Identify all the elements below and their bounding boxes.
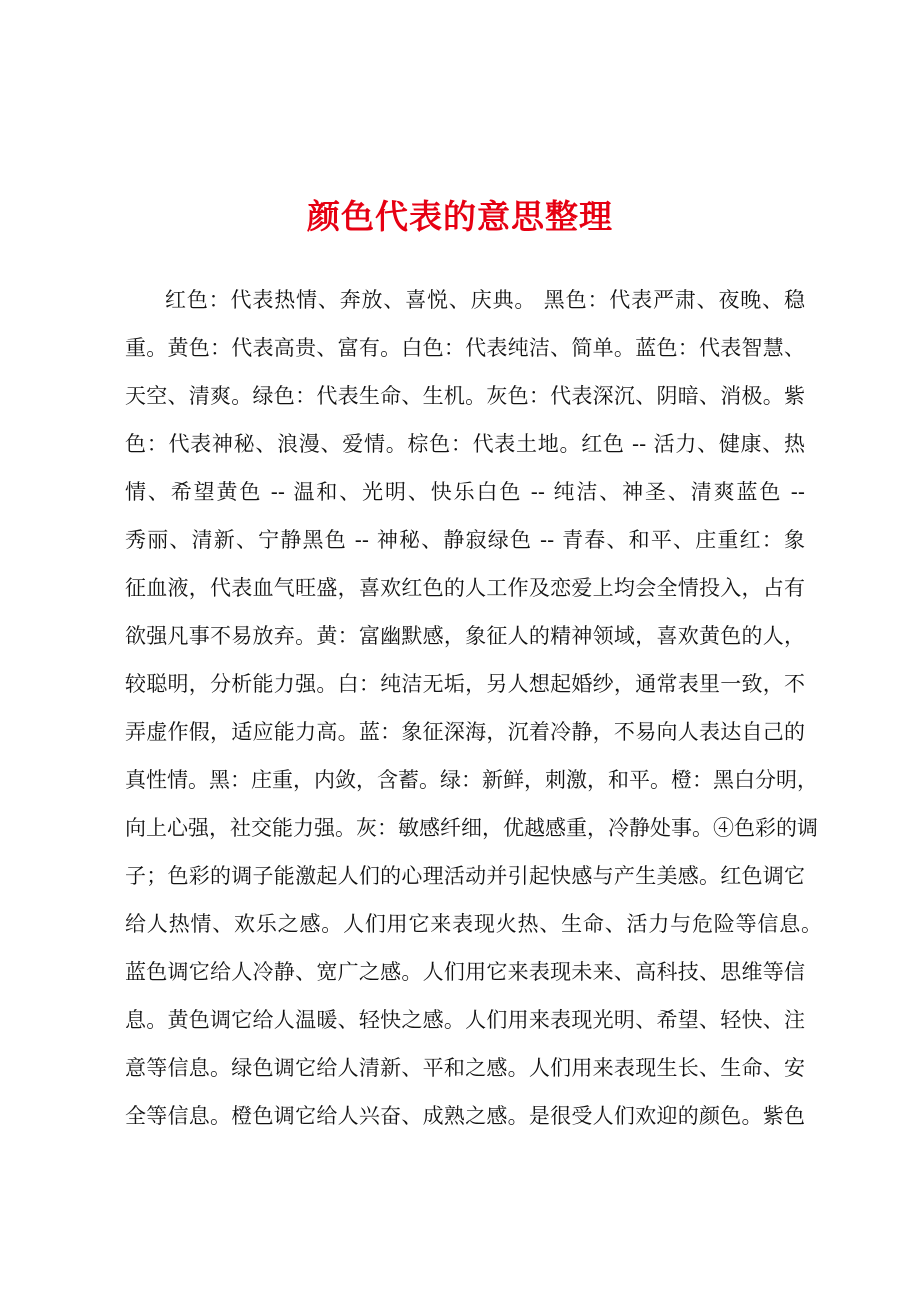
text-line: 天空、清爽。绿色：代表生命、生机。灰色：代表深沉、阴暗、消极。紫 bbox=[125, 384, 805, 408]
text-line: 子；色彩的调子能激起人们的心理活动并引起快感与产生美感。红色调它 bbox=[125, 864, 805, 888]
text-line: 意等信息。绿色调它给人清新、平和之感。人们用来表现生长、生命、安 bbox=[125, 1056, 805, 1080]
text-line: 全等信息。橙色调它给人兴奋、成熟之感。是很受人们欢迎的颜色。紫色 bbox=[125, 1104, 805, 1128]
text-line: 欲强凡事不易放弃。黄：富幽默感，象征人的精神领域，喜欢黄色的人， bbox=[125, 624, 805, 648]
text-line: 给人热情、欢乐之感。人们用它来表现火热、生命、活力与危险等信息。 bbox=[125, 912, 822, 936]
text-line: 真性情。黑：庄重，内敛，含蓄。绿：新鲜，刺激，和平。橙：黑白分明， bbox=[125, 768, 818, 792]
text-line: 重。黄色：代表高贵、富有。白色：代表纯洁、简单。蓝色：代表智慧、 bbox=[125, 336, 805, 360]
text-line: 息。黄色调它给人温暖、轻快之感。人们用来表现光明、希望、轻快、注 bbox=[125, 1008, 805, 1032]
text-line: 向上心强，社交能力强。灰：敏感纤细，优越感重，冷静处事。④色彩的调 bbox=[125, 816, 818, 840]
text-line: 红色：代表热情、奔放、喜悦、庆典。 黑色：代表严肃、夜晚、稳 bbox=[165, 288, 805, 312]
page-title: 颜色代表的意思整理 bbox=[307, 197, 613, 236]
text-line: 色：代表神秘、浪漫、爱情。棕色：代表土地。红色 -- 活力、健康、热 bbox=[125, 432, 805, 456]
text-line: 弄虚作假，适应能力高。蓝：象征深海，沉着冷静，不易向人表达自己的 bbox=[125, 720, 805, 744]
text-line: 征血液，代表血气旺盛，喜欢红色的人工作及恋爱上均会全情投入，占有 bbox=[125, 576, 805, 600]
text-line: 秀丽、清新、宁静黑色 -- 神秘、静寂绿色 -- 青春、和平、庄重红：象 bbox=[125, 528, 805, 552]
text-line: 较聪明，分析能力强。白：纯洁无垢，另人想起婚纱，通常表里一致，不 bbox=[125, 672, 805, 696]
text-line: 蓝色调它给人冷静、宽广之感。人们用它来表现未来、高科技、思维等信 bbox=[125, 960, 805, 984]
text-line: 情、希望黄色 -- 温和、光明、快乐白色 -- 纯洁、神圣、清爽蓝色 -- bbox=[125, 480, 805, 504]
